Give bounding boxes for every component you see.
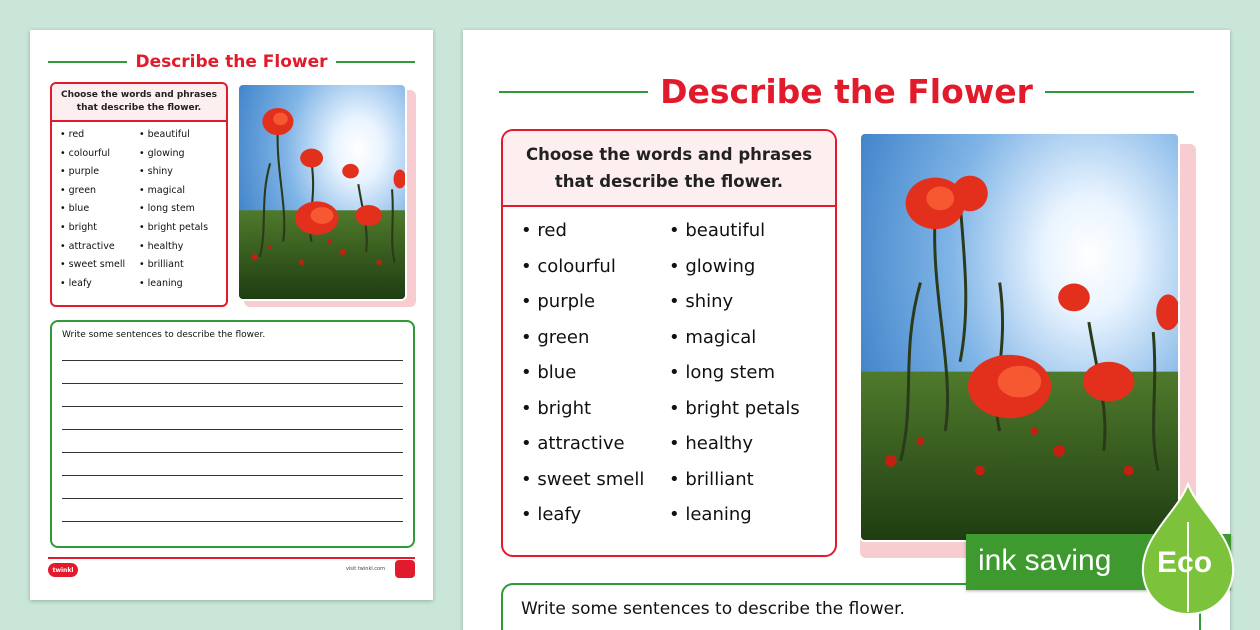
bullet: • [521,220,532,241]
word-list-large [503,207,835,540]
bullet: • [139,259,145,271]
word-option [521,503,669,528]
writing-line [62,429,403,430]
bullet: • [669,468,680,490]
word-option [60,258,139,271]
bullet: • [669,220,680,241]
word-option [669,397,817,422]
word-option [139,221,218,234]
word-text: long stem [147,203,195,215]
word-text: attractive [537,433,625,454]
word-option [521,290,669,315]
writing-lines [52,348,413,522]
word-option [669,326,817,351]
word-option [139,258,218,271]
word-option [669,432,817,457]
word-text: sweet smell [68,259,126,271]
bullet: • [669,504,680,525]
word-option [521,361,669,386]
word-option [139,202,218,215]
word-text: magical [147,184,186,196]
sentences-box-large [501,583,1201,630]
footer-badge-icon [395,560,415,578]
word-text: magical [685,326,757,348]
bullet: • [521,326,532,348]
bullet: • [139,147,145,159]
word-option [521,326,669,351]
word-option [60,221,139,234]
bullet: • [60,240,66,252]
word-option [521,219,669,244]
word-text: blue [68,203,90,215]
word-option [139,147,218,160]
word-text: brilliant [147,259,184,271]
word-text: green [537,326,590,348]
word-text: long stem [685,362,775,383]
word-text: purple [537,291,596,312]
word-option [60,277,139,290]
word-bank [50,82,228,307]
word-text: shiny [147,166,173,178]
word-option [139,165,218,178]
word-option [139,128,218,141]
word-text: glowing [685,255,756,277]
bullet: • [139,221,145,233]
word-text: glowing [147,147,185,159]
title-rule-right [336,61,415,63]
word-text: beautiful [685,220,766,241]
bullet: • [139,203,145,215]
writing-line [62,452,403,453]
word-text: bright [68,221,97,233]
writing-line [62,383,403,384]
ink-saving-label: ink saving [978,544,1112,577]
eco-label: Eco [1157,546,1213,579]
word-option [521,397,669,422]
poppy-photo [237,83,407,301]
word-text: leafy [537,504,582,525]
bullet: • [521,504,532,525]
bullet: • [521,362,532,383]
word-option [60,202,139,215]
bullet: • [521,291,532,312]
word-option [60,240,139,253]
title-rule-left [48,61,127,63]
word-option [60,128,139,141]
bullet: • [521,468,532,490]
word-option [60,184,139,197]
writing-line [62,360,403,361]
bullet: • [669,433,680,454]
word-text: leaning [147,277,183,289]
word-option [60,165,139,178]
writing-line [62,406,403,407]
bullet: • [669,326,680,348]
footer-url: visit twinkl.com [345,566,385,572]
bullet: • [521,255,532,277]
word-list [52,122,226,296]
word-text: red [537,220,567,241]
title-rule-left [499,91,648,93]
word-text: healthy [685,433,753,454]
bullet: • [139,184,145,196]
bullet: • [60,277,66,289]
page-title-large: Describe the Flower [660,72,1033,111]
word-option [139,277,218,290]
word-text: leaning [685,504,752,525]
word-text: colourful [68,147,111,159]
poppy-image-large [861,134,1178,540]
sentences-prompt: Write some sentences to describe the flower. [62,330,266,340]
word-text: beautiful [147,129,190,140]
word-text: sweet smell [537,468,645,490]
word-bank-large [501,129,837,557]
poppy-image [239,85,405,299]
bullet: • [60,203,66,215]
twinkl-logo: twinkl [48,563,78,577]
bullet: • [521,433,532,454]
word-text: bright petals [147,221,209,233]
bullet: • [60,184,66,196]
bullet: • [669,362,680,383]
word-option [669,255,817,280]
bullet: • [60,221,66,233]
word-text: attractive [68,240,115,252]
bullet: • [139,240,145,252]
page-title: Describe the Flower [135,52,328,72]
word-option [139,240,218,253]
word-text: red [68,129,85,140]
bullet: • [669,255,680,277]
sentences-prompt-large: Write some sentences to describe the flower. [521,599,905,619]
word-text: bright [537,397,592,419]
bullet: • [521,397,532,419]
title-row [48,52,415,72]
worksheet-preview-small [30,30,433,600]
word-text: colourful [537,255,616,277]
word-option [669,468,817,493]
word-bank-prompt: Choose the words and phrases that describe the flower. [52,84,226,122]
bullet: • [669,397,680,419]
word-text: blue [537,362,577,383]
sentences-box [50,320,415,548]
word-option [60,147,139,160]
poppy-photo-large [859,132,1180,542]
word-option [669,361,817,386]
word-text: shiny [685,291,734,312]
word-option [669,290,817,315]
word-text: leafy [68,277,92,289]
bullet: • [669,291,680,312]
bullet: • [139,166,145,178]
word-option [521,255,669,280]
word-option [139,184,218,197]
word-bank-prompt-large: Choose the words and phrases that describe the flower. [503,131,835,207]
bullet: • [139,277,145,289]
word-text: green [68,184,97,196]
footer-rule [48,557,415,559]
writing-line [62,498,403,499]
word-text: healthy [147,240,184,252]
writing-line [62,475,403,476]
word-text: bright petals [685,397,800,419]
word-option [521,432,669,457]
bullet: • [60,166,66,178]
writing-line [62,521,403,522]
word-text: purple [68,166,100,178]
bullet: • [60,129,66,140]
title-rule-right [1045,91,1194,93]
word-option [669,503,817,528]
bullet: • [139,129,145,140]
word-text: brilliant [685,468,754,490]
word-option [669,219,817,244]
bullet: • [60,259,66,271]
title-row-large [499,72,1194,111]
bullet: • [60,147,66,159]
word-option [521,468,669,493]
